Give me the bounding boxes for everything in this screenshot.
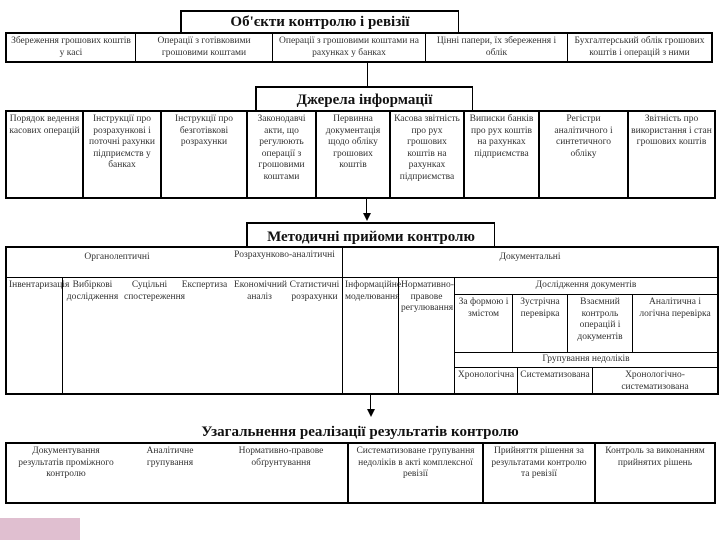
- method-cell: Експертиза: [177, 277, 232, 393]
- sources-table: [5, 110, 716, 199]
- source-cell: Первинна документація щодо обліку грошових коштів: [315, 112, 389, 197]
- object-cell: Операції з готівковими грошовими коштами: [135, 34, 272, 61]
- doc-method-cell: Взаємний контроль операцій і документів: [567, 294, 632, 352]
- methods-title: Методичні прийоми контролю: [246, 222, 495, 247]
- object-cell: Операції з грошовими коштами на рахунках у банках: [272, 34, 425, 61]
- method-cell: Вибіркові дослідження: [62, 277, 122, 393]
- doc-research-header: Дослідження документів: [454, 277, 717, 294]
- result-cell: Аналітичне групування: [146, 446, 194, 468]
- grouping-cell: Хронологічно-систематизована: [592, 367, 717, 393]
- method-cell: Статистичні розрахунки: [287, 277, 342, 393]
- method-cell: Економічний аналіз: [232, 277, 287, 393]
- source-cell: Інструкції про розрахункові і поточні рахунки підприємств у банках: [82, 112, 160, 197]
- result-cell: Нормативно-правове обґрунтування: [238, 446, 324, 468]
- result-cell: Контроль за виконанням прийнятих рішень: [594, 444, 714, 502]
- source-cell: Інструкції про безготівкові розрахунки: [160, 112, 246, 197]
- doc-method-cell: За формою і змістом: [454, 294, 512, 352]
- result-cell: Прийняття рішення за результатами контролю та ревізії: [482, 444, 594, 502]
- objects-table: [5, 32, 713, 63]
- object-cell: Бухгалтерський облік грошових коштів і операцій з ними: [567, 34, 711, 61]
- source-cell: Звітність про використання і стан грошових коштів: [627, 112, 714, 197]
- footer-accent-bar: [0, 518, 80, 540]
- group-organoleptic: Органолептичні: [84, 252, 150, 262]
- object-cell: Збереження грошових коштів у касі: [11, 36, 131, 58]
- arrow-down-icon: [367, 409, 375, 417]
- results-table: [5, 442, 716, 504]
- grouping-cell: Систематизована: [517, 367, 592, 393]
- source-cell: Касова звітність про рух грошових коштів на рахунках підприємства: [389, 112, 463, 197]
- source-cell: Регістри аналітичного і синтетичного обліку: [538, 112, 627, 197]
- method-cell: Суцільні спостереження: [122, 277, 177, 393]
- method-cell: Інформаційне моделювання: [342, 277, 398, 393]
- doc-method-cell: Аналітична і логічна перевірка: [632, 294, 717, 352]
- method-cell: Нормативно-правове регулювання: [398, 277, 454, 393]
- method-cell: Інвентаризація: [7, 277, 62, 393]
- result-cell: Документування результатів проміжного контролю: [18, 446, 114, 479]
- results-title: Узагальнення реалізації результатів контролю: [201, 424, 519, 440]
- connector-line: [367, 63, 368, 87]
- object-cell: Цінні папери, їх збереження і облік: [425, 34, 567, 61]
- source-cell: Законодавчі акти, що регулюють операції з грошовими коштами: [246, 112, 315, 197]
- group-documentary: Документальні: [342, 248, 717, 277]
- sources-title: Джерела інформації: [255, 86, 473, 111]
- methods-table: [5, 246, 719, 395]
- grouping-header: Групування недоліків: [454, 352, 717, 367]
- objects-title: Об'єкти контролю і ревізії: [180, 10, 459, 33]
- result-cell: Систематизоване групування недоліків в акті комплексної ревізії: [347, 444, 482, 502]
- grouping-cell: Хронологічна: [454, 367, 517, 393]
- source-cell: Виписки банків про рух коштів на рахунках підприємства: [463, 112, 538, 197]
- source-cell: Порядок ведення касових операцій: [9, 114, 80, 136]
- doc-method-cell: Зустрічна перевірка: [512, 294, 567, 352]
- group-analytical: Розрахунково-аналітичні: [234, 250, 335, 260]
- arrow-down-icon: [363, 213, 371, 221]
